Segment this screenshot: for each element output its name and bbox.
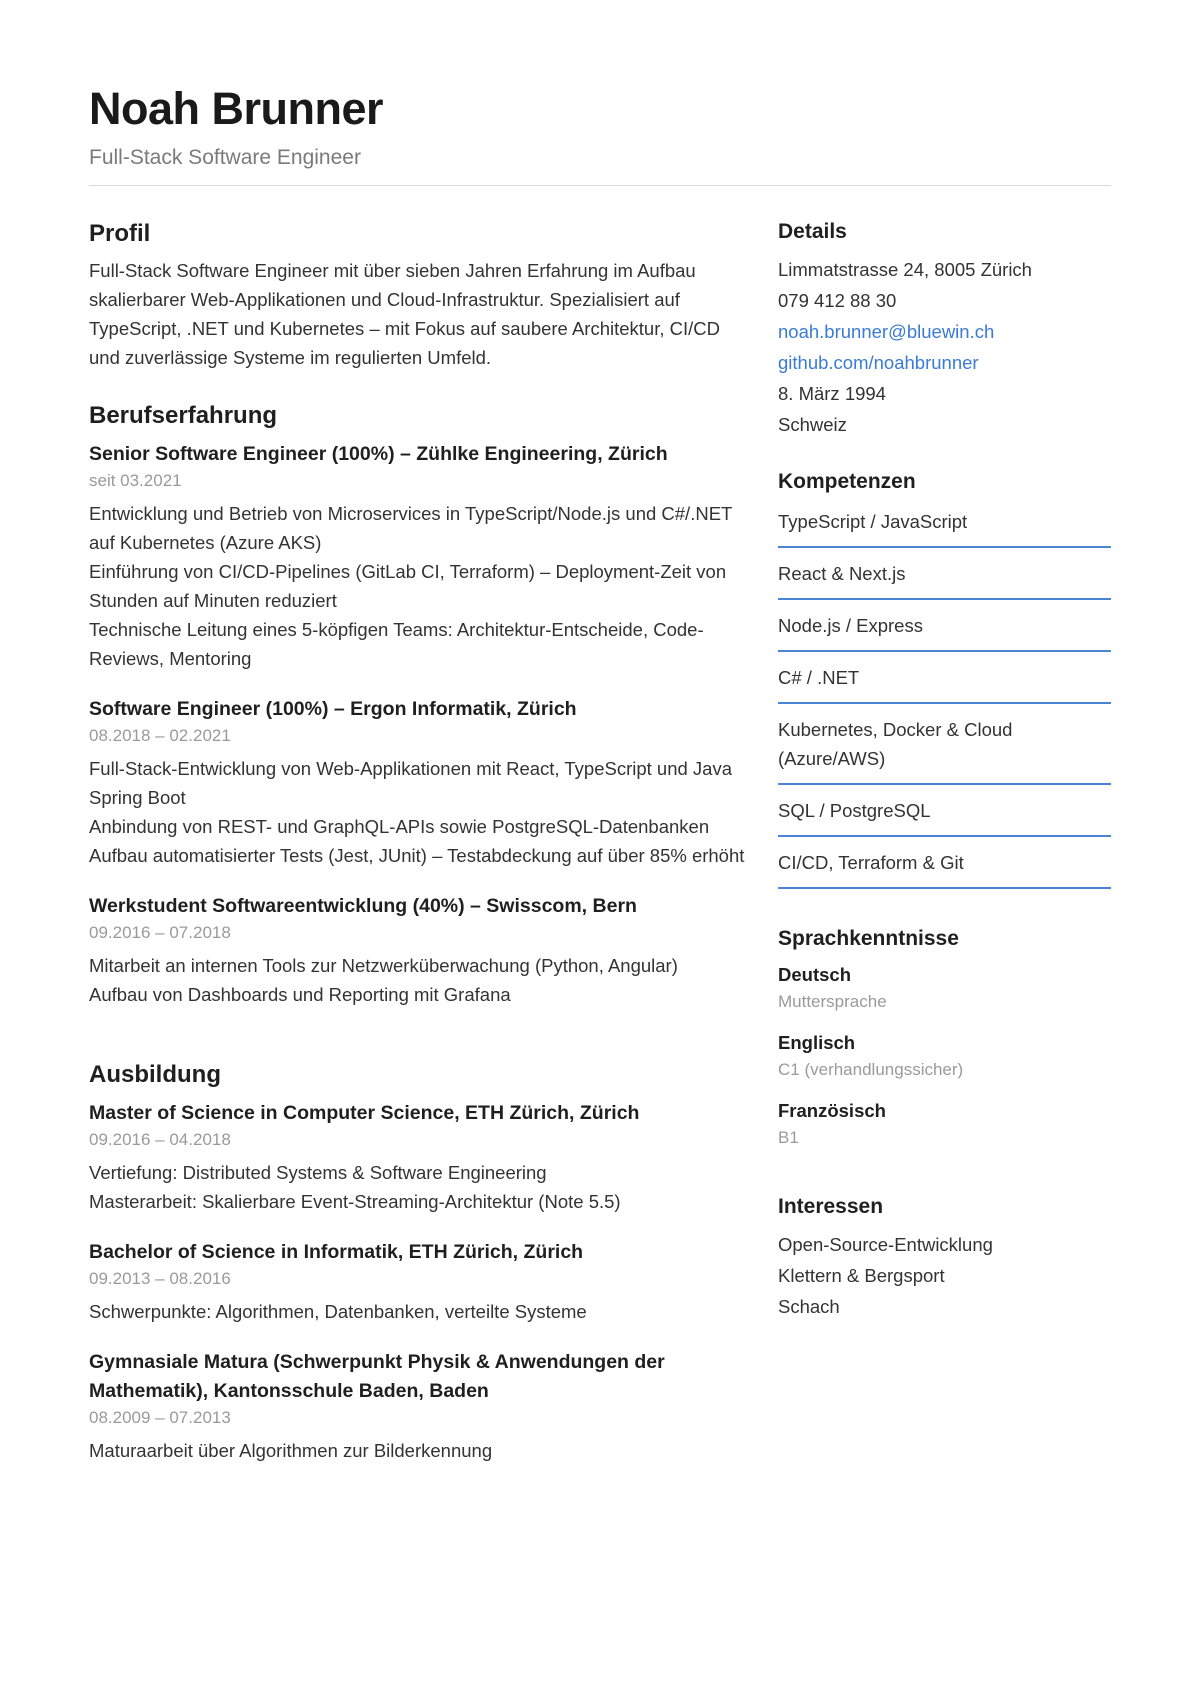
job-entry-bullet: Aufbau von Dashboards und Reporting mit Grafana — [89, 984, 511, 1005]
skill-item: C# / .NET — [778, 660, 1111, 704]
language-level: C1 (verhandlungssicher) — [778, 1060, 964, 1079]
side-column — [778, 218, 1111, 1322]
job-entry-title: Werkstudent Softwareentwicklung (40%) – Swisscom, Bern — [89, 895, 637, 917]
education-entry — [89, 1099, 749, 1216]
job-entry-title: Senior Software Engineer (100%) – Zühlke Engineering, Zürich — [89, 443, 668, 465]
education-entry — [89, 1238, 749, 1326]
interest-item: Klettern & Bergsport — [778, 1265, 945, 1286]
experience-section — [89, 400, 749, 1009]
job-entry-date: seit 03.2021 — [89, 471, 182, 490]
job-entry-bullet: Technische Leitung eines 5-köpfigen Teams: Architektur-Entscheide, Code-Reviews, Mentoring — [89, 619, 704, 669]
language-level: Muttersprache — [778, 992, 887, 1011]
github-link[interactable]: github.com/noahbrunner — [778, 352, 979, 373]
profile-text: Full-Stack Software Engineer mit über sieben Jahren Erfahrung im Aufbau skalierbarer Web-Applikationen und Cloud-Infrastruktur. Spezialisiert auf TypeScript, .NET und Kubernetes – mit Fokus auf saubere Architektur, CI/CD und zuverlässige Systeme im regulierten Umfeld. — [89, 260, 721, 368]
job-entry-date: 08.2018 – 02.2021 — [89, 726, 231, 745]
education-entry — [89, 1348, 749, 1465]
interest-item: Schach — [778, 1296, 840, 1317]
languages-heading: Sprachkenntnisse — [778, 927, 959, 950]
email-link[interactable]: noah.brunner@bluewin.ch — [778, 321, 995, 342]
profile-section — [89, 218, 749, 372]
resume-header — [89, 80, 1111, 172]
job-entry — [89, 440, 749, 673]
header-divider — [89, 185, 1111, 186]
education-entry-title: Gymnasiale Matura (Schwerpunkt Physik & Anwendungen der Mathematik), Kantonsschule Baden, Baden — [89, 1351, 665, 1402]
job-entry-bullet: Anbindung von REST- und GraphQL-APIs sowie PostgreSQL-Datenbanken — [89, 816, 710, 837]
main-column — [89, 218, 749, 1487]
job-entry — [89, 892, 749, 1009]
languages-section — [778, 925, 1111, 1151]
skill-item: TypeScript / JavaScript — [778, 504, 1111, 548]
education-entry-title: Bachelor of Science in Informatik, ETH Zürich, Zürich — [89, 1241, 584, 1263]
job-entry-date: 09.2016 – 07.2018 — [89, 923, 231, 942]
interests-heading: Interessen — [778, 1195, 884, 1218]
education-entry-bullet: Masterarbeit: Skalierbare Event-Streaming-Architektur (Note 5.5) — [89, 1191, 621, 1212]
education-section — [89, 1059, 749, 1465]
language-name: Französisch — [778, 1100, 886, 1121]
job-entry-title: Software Engineer (100%) – Ergon Informatik, Zürich — [89, 698, 577, 720]
job-entry-bullet: Mitarbeit an internen Tools zur Netzwerküberwachung (Python, Angular) — [89, 955, 678, 976]
details-section — [778, 218, 1111, 440]
person-name: Noah Brunner — [89, 83, 384, 134]
skills-section — [778, 468, 1111, 889]
profile-heading: Profil — [89, 220, 151, 247]
job-title-subtitle: Full-Stack Software Engineer — [89, 146, 361, 169]
skills-heading: Kompetenzen — [778, 470, 916, 493]
skill-item: SQL / PostgreSQL — [778, 793, 1111, 837]
language-level: B1 — [778, 1128, 799, 1147]
birthdate: 8. März 1994 — [778, 383, 886, 404]
address: Limmatstrasse 24, 8005 Zürich — [778, 259, 1032, 280]
education-entry-date: 08.2009 – 07.2013 — [89, 1408, 231, 1427]
education-entry-title: Master of Science in Computer Science, ETH Zürich, Zürich — [89, 1102, 640, 1124]
education-heading: Ausbildung — [89, 1061, 221, 1088]
skill-item: Node.js / Express — [778, 608, 1111, 652]
job-entry-bullet: Aufbau automatisierter Tests (Jest, JUnit) – Testabdeckung auf über 85% erhöht — [89, 845, 745, 866]
job-entry-bullet: Entwicklung und Betrieb von Microservices in TypeScript/Node.js und C#/.NET auf Kubernetes (Azure AKS) — [89, 503, 733, 553]
interest-item: Open-Source-Entwicklung — [778, 1234, 993, 1255]
country: Schweiz — [778, 414, 847, 435]
education-entry-date: 09.2013 – 08.2016 — [89, 1269, 231, 1288]
job-entry-bullet: Full-Stack-Entwicklung von Web-Applikationen mit React, TypeScript und Java Spring Boot — [89, 758, 733, 808]
skill-item: React & Next.js — [778, 556, 1111, 600]
language-name: Englisch — [778, 1032, 856, 1053]
education-entry-bullet: Schwerpunkte: Algorithmen, Datenbanken, verteilte Systeme — [89, 1301, 587, 1322]
skill-item: Kubernetes, Docker & Cloud (Azure/AWS) — [778, 712, 1111, 785]
education-entry-date: 09.2016 – 04.2018 — [89, 1130, 231, 1149]
experience-heading: Berufserfahrung — [89, 402, 278, 429]
skill-item: CI/CD, Terraform & Git — [778, 845, 1111, 889]
education-entry-bullet: Maturaarbeit über Algorithmen zur Bilderkennung — [89, 1440, 493, 1461]
phone-number: 079 412 88 30 — [778, 290, 897, 311]
interests-section — [778, 1193, 1111, 1322]
details-heading: Details — [778, 220, 847, 243]
job-entry-bullet: Einführung von CI/CD-Pipelines (GitLab CI, Terraform) – Deployment-Zeit von Stunden auf Minuten reduziert — [89, 561, 727, 611]
job-entry — [89, 695, 749, 870]
education-entry-bullet: Vertiefung: Distributed Systems & Software Engineering — [89, 1162, 547, 1183]
language-name: Deutsch — [778, 964, 851, 985]
